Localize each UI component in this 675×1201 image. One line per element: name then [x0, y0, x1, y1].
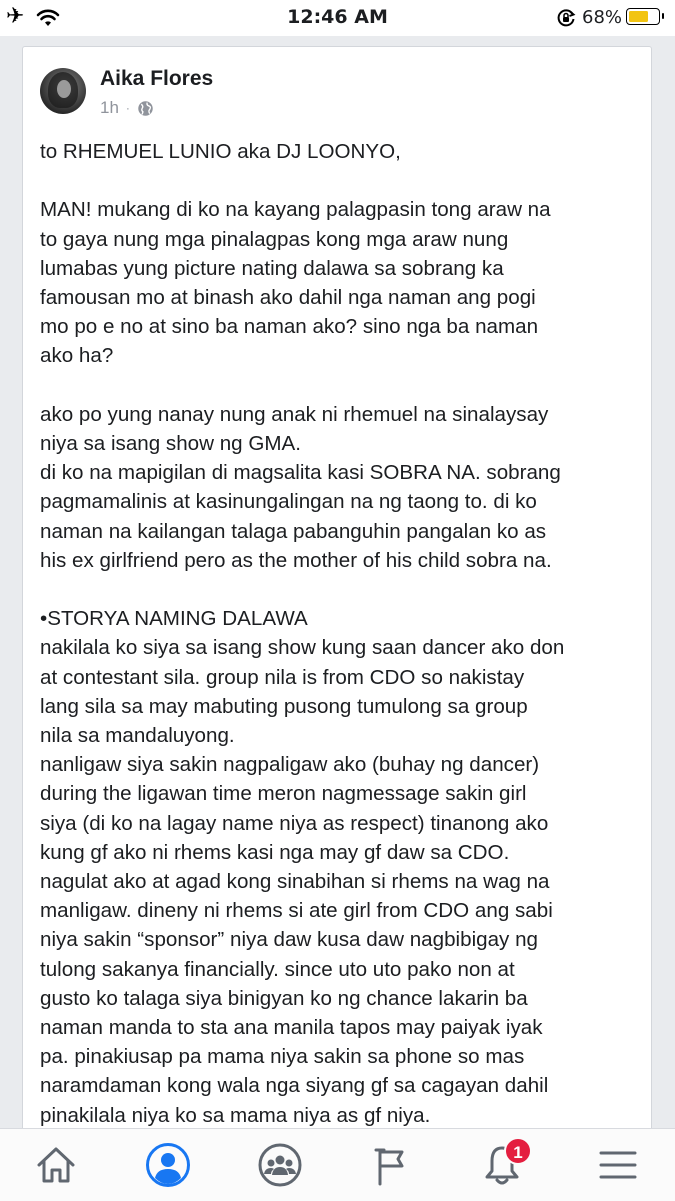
home-icon [35, 1145, 77, 1185]
meta-separator: · [125, 101, 130, 115]
post-text-line: lang sila sa may mabuting pusong tumulong sa group [40, 694, 528, 718]
post-text-line: to gaya nung mga pinalagpas kong mga araw nung [40, 227, 509, 251]
profile-icon [145, 1142, 191, 1188]
menu-icon [599, 1149, 637, 1181]
flag-icon [372, 1144, 408, 1186]
post-text-line: his ex girlfriend pero as the mother of his child sobra na. [40, 548, 552, 572]
status-bar [0, 0, 675, 36]
nav-menu[interactable] [588, 1137, 648, 1193]
post-text-line: niya sakin “sponsor” niya daw kusa daw nagbibigay ng [40, 928, 538, 952]
post-text-line: ako ha? [40, 344, 114, 368]
post-text-line: to RHEMUEL LUNIO aka DJ LOONYO, [40, 140, 401, 163]
post-text-line: gusto ko talaga siya binigyan ko ng chance lakarin ba [40, 986, 528, 1010]
post-text-line: lumabas yung picture nating dalawa sa sobrang ka [40, 256, 504, 280]
post-blank-line [40, 371, 645, 400]
post-text-line: di ko na mapigilan di magsalita kasi SOBRA NA. sobrang [40, 461, 561, 485]
post-text-line: nila sa mandaluyong. [40, 724, 235, 748]
post-text-line: naramdaman kong wala nga siyang gf sa cagayan dahil [40, 1074, 549, 1098]
groups-icon [258, 1143, 302, 1187]
post-blank-line [40, 166, 645, 195]
orientation-lock-icon [556, 8, 576, 28]
post-text-line: pa. pinakiusap pa mama niya sakin sa phone so mas [40, 1045, 525, 1069]
post-text-line: nanligaw siya sakin nagpaligaw ako (buhay ng dancer) [40, 753, 540, 777]
battery-percent: 68% [582, 7, 623, 28]
author-name[interactable]: Aika Flores [100, 67, 214, 90]
post-text-line: pinakilala niya ko sa mama niya as gf niya. [40, 1103, 431, 1127]
notification-badge: 1 [504, 1137, 532, 1165]
post-card [22, 46, 652, 1196]
post-text-line: pagmamalinis at kasinungalingan na ng taong to. di ko [40, 490, 537, 514]
nav-notifications[interactable] [472, 1137, 532, 1193]
post-text-line: naman manda to sta ana manila tapos may paiyak iyak [40, 1016, 543, 1040]
post-text-line: nakilala ko siya sa isang show kung saan dancer ako don [40, 636, 565, 660]
post-text-line: manligaw. dineny ni rhems si ate girl from CDO ang sabi [40, 899, 553, 923]
post-blank-line [40, 575, 645, 604]
post-text-line: ako po yung nanay nung anak ni rhemuel na sinalaysay [40, 402, 549, 426]
nav-pages[interactable] [360, 1137, 420, 1193]
bottom-nav [0, 1128, 675, 1201]
nav-groups[interactable] [250, 1137, 310, 1193]
post-text-line: nagulat ako at agad kong sinabihan si rhems na wag na [40, 870, 550, 894]
status-time: 12:46 AM [287, 6, 388, 28]
post-text-line: •STORYA NAMING DALAWA [40, 607, 308, 631]
post-text-line: tulong sakanya financially. since uto uto pako non at [40, 957, 515, 981]
post-text-line: famousan mo at binash ako dahil nga naman ang pogi [40, 286, 536, 309]
post-text-line: naman na kailangan talaga pabanguhin pangalan ko as [40, 519, 547, 543]
post-body [40, 137, 645, 1130]
post-text-line: niya sa isang show ng GMA. [40, 432, 301, 455]
post-text-line: at contestant sila. group nila is from CDO so nakistay [40, 665, 525, 689]
nav-home[interactable] [26, 1137, 86, 1193]
post-meta [100, 98, 154, 118]
nav-profile[interactable] [138, 1137, 198, 1193]
post-text-line: mo po e no at sino ba naman ako? sino nga ba naman [40, 315, 539, 339]
post-text-line: MAN! mukang di ko na kayang palagpasin tong araw na [40, 198, 551, 222]
post-text-line: during the ligawan time meron nagmessage sakin girl [40, 782, 527, 806]
post-time[interactable]: 1h [100, 98, 119, 117]
airplane-icon: ✈ [6, 4, 25, 29]
battery-icon [626, 8, 660, 25]
avatar[interactable] [40, 68, 86, 114]
post-text-line: kung gf ako ni rhems kasi nga may gf daw sa CDO. [40, 840, 510, 864]
post-text-line: siya (di ko na lagay name niya as respect) tinanong ako [40, 811, 549, 835]
globe-icon [137, 100, 154, 117]
